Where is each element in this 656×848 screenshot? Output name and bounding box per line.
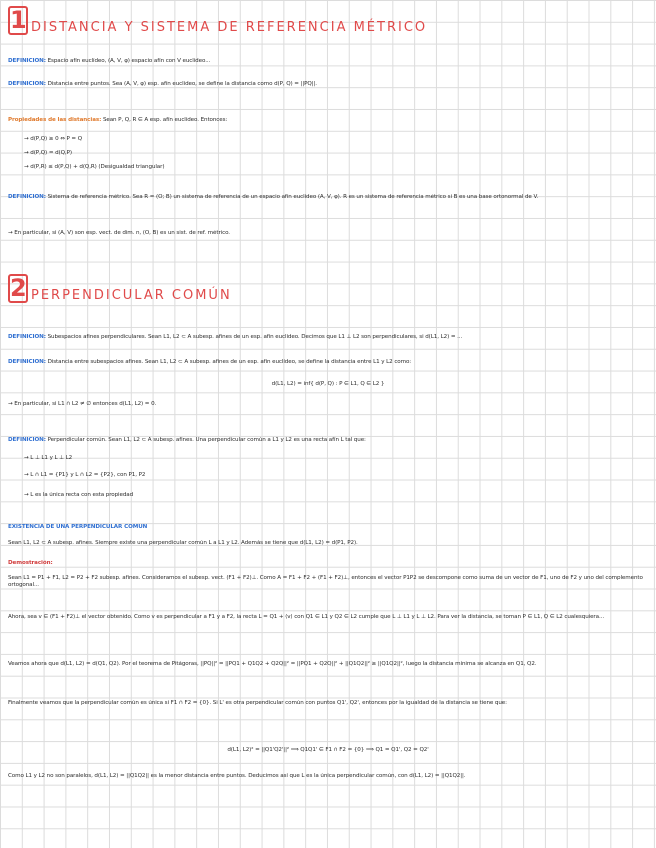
- section-1-title: DISTANCIA Y SISTEMA DE REFERENCIA MÉTRICO: [31, 20, 428, 35]
- proof-conclusion: Como L1 y L2 no son paralelos, d(L1, L2) = ||Q1Q2|| es la menor distancia entre puntos. Deducimos así que L es la única perpendicular común, con d(L1, L2) = ||Q1Q2||.: [8, 773, 466, 779]
- proof-paragraph: Sean L1 = P1 + F1, L2 = P2 + F2 subesp. afines. Consideramos el subesp. vect. (F1 + F2)⊥. Como A = F1 + F2 + (F1 + F2)⊥, entonces el vector P1P2 se descompone como suma de un vector de F1, uno de F2 y uno del complemento ortogonal...: [8, 575, 643, 588]
- def-distancia-puntos: [8, 81, 648, 88]
- condition-item: → L es la única recta con esta propiedad: [24, 492, 134, 498]
- def-sistema-referencia-metrico: [8, 194, 648, 216]
- definition-label: DEFINICIÓN:: [8, 58, 46, 64]
- proof-paragraph: Veamos ahora que d(L1, L2) = d(Q1, Q2). Por el teorema de Pitágoras, ||PQ||² = ||PQ1 + Q1Q2 + Q2Q||² = ||PQ1 + Q2Q||² + ||Q1Q2||² ≥ ||Q1Q2||², luego la distancia mínima se alcanza en Q1, Q2.: [8, 661, 537, 667]
- definition-label: DEFINICIÓN:: [8, 194, 46, 200]
- existence-heading: [8, 524, 648, 531]
- def-distancia-subespacios: [8, 359, 648, 366]
- proof-heading: [8, 560, 648, 567]
- definition-text: Espacio afín euclídeo, (A, V, φ) espacio afín con V euclídeo...: [47, 58, 211, 64]
- definition-text: Sistema de referencia métrico. Sea R = (O; B) un sistema de referencia de un espacio afín euclídeo (A, V, φ). R es un sistema de referencia métrico si B es una base ortonormal de V.: [47, 194, 539, 200]
- properties-label: Propiedades de las distancias:: [8, 117, 102, 123]
- existence-label: EXISTENCIA DE UNA PERPENDICULAR COMÚN: [8, 524, 148, 530]
- definition-text: Perpendicular común. Sean L1, L2 ⊂ A subesp. afines. Una perpendicular común a L1 y L2 es una recta afín L tal que:: [47, 437, 366, 443]
- definition-text: Distancia entre subespacios afines. Sean L1, L2 ⊂ A subesp. afines de un esp. afín euclídeo, se define la distancia entre L1 y L2 como:: [47, 359, 412, 365]
- existence-text: Sean L1, L2 ⊂ A subesp. afines. Siempre existe una perpendicular común L a L1 y L2. Además se tiene que d(L1, L2) = d(P1, P2).: [8, 540, 358, 546]
- formula-distancia-subespacios: d(L1, L2) = inf{ d(P, Q) : P ∈ L1, Q ∈ L2 }: [271, 381, 385, 387]
- definition-text: Subespacios afines perpendiculares. Sean L1, L2 ⊂ A subesp. afines de un esp. afín euclídeo. Decimos que L1 ⊥ L2 son perpendiculares, si d(L1, L2) = ...: [47, 334, 463, 340]
- proof-paragraph: Finalmente veamos que la perpendicular común es única si F1 ∩ F2 = {0}. Si L' es otra perpendicular común con puntos Q1', Q2', entonces por la igualdad de la distancia se tiene que:: [8, 700, 507, 706]
- proof-formula: d(L1, L2)² = ||Q1'Q2'||² ⟹ Q1Q1' ∈ F1 ∩ F2 = {0} ⟹ Q1 = Q1', Q2 = Q2': [227, 747, 429, 753]
- proof-label: Demostración:: [8, 560, 53, 566]
- property-item: → d(P,Q) ≥ 0 ⇔ P = Q: [24, 136, 82, 142]
- def-subespacios-perpendiculares: [8, 334, 648, 341]
- def-perpendicular-comun: [8, 437, 648, 444]
- definition-text: Distancia entre puntos. Sea (A, V, φ) esp. afín euclídeo, se define la distancia como d(P, Q) = ||PQ||.: [47, 81, 317, 87]
- section-2-heading: [8, 274, 232, 303]
- condition-item: → L ∩ L1 = {P1} y L ∩ L2 = {P2}, con P1, P2: [24, 472, 146, 478]
- section-2-title: PERPENDICULAR COMÚN: [31, 288, 232, 303]
- definition-label: DEFINICIÓN:: [8, 81, 46, 87]
- section-2-number: 2: [10, 274, 27, 302]
- propiedades-distancias: [8, 117, 648, 124]
- definition-label: DEFINICIÓN:: [8, 359, 46, 365]
- condition-item: → L ⊥ L1 y L ⊥ L2: [24, 455, 73, 461]
- section-1-number: 1: [10, 6, 27, 34]
- definition-label: DEFINICIÓN:: [8, 334, 46, 340]
- def-espacio-afin-euclideo: [8, 58, 648, 65]
- definition-label: DEFINICIÓN:: [8, 437, 46, 443]
- section-1-heading: [8, 6, 427, 35]
- property-item: → d(P,R) ≤ d(P,Q) + d(Q,R) (Desigualdad triangular): [24, 164, 165, 170]
- note-sistema-metrico: → En particular, si (A, V) son esp. vect. de dim. n, (O, B) es un sist. de ref. métrico.: [8, 230, 230, 236]
- proof-paragraph: Ahora, sea v ∈ (F1 + F2)⊥ el vector obtenido. Como v es perpendicular a F1 y a F2, la recta L = Q1 + ⟨v⟩ con Q1 ∈ L1 y Q2 ∈ L2 cumple que L ⊥ L1 y L ⊥ L2. Para ver la distancia, se toman P ∈ L1, Q ∈ L2 cualesquiera...: [8, 614, 604, 620]
- property-item: → d(P,Q) = d(Q,P): [24, 150, 72, 156]
- properties-text: Sean P, Q, R ∈ A esp. afín euclídeo. Entonces:: [102, 117, 228, 123]
- note-interseccion: → En particular, si L1 ∩ L2 ≠ ∅ entonces d(L1, L2) = 0.: [8, 401, 157, 407]
